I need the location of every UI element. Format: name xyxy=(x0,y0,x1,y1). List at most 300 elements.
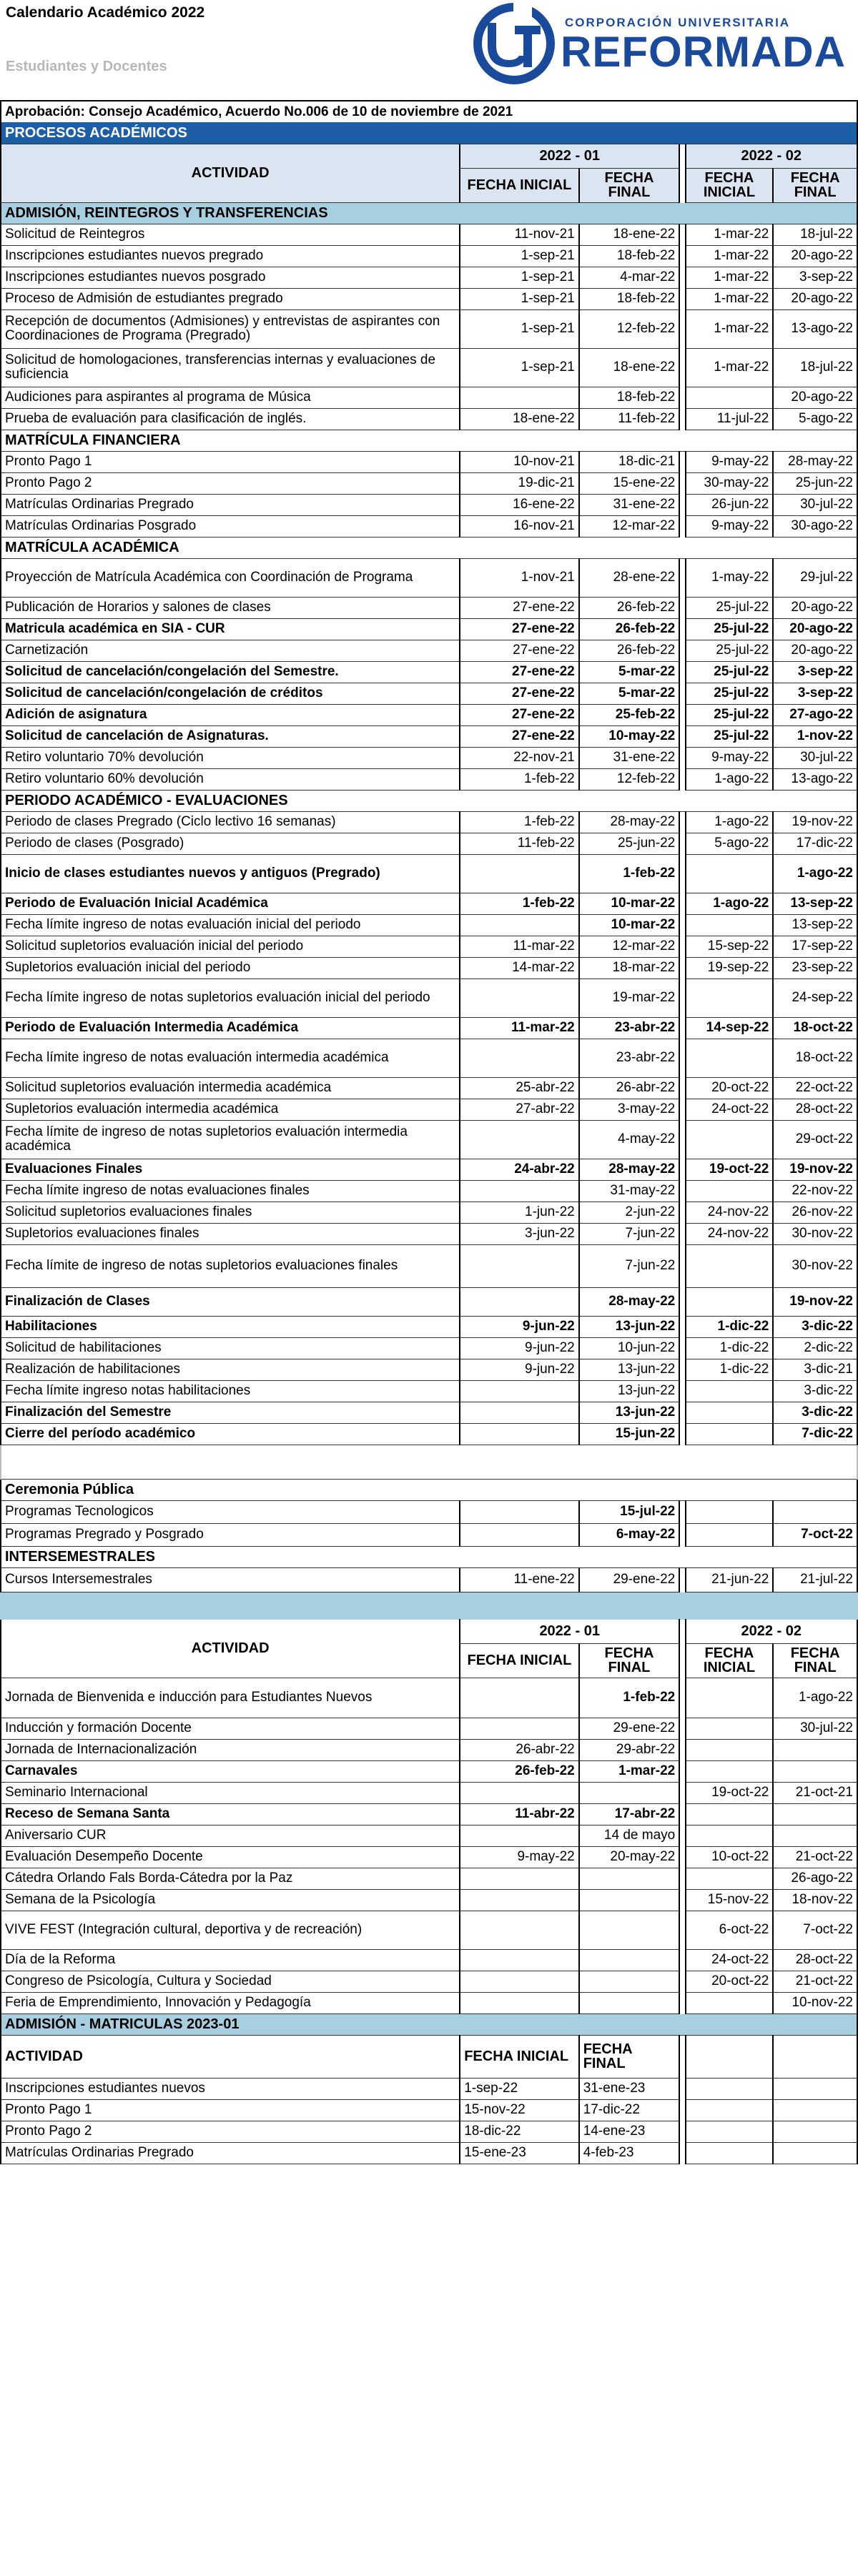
end-date-2022-01: 4-mar-22 xyxy=(579,267,680,288)
start-date-2022-02 xyxy=(686,854,774,893)
column-gap xyxy=(679,1760,685,1782)
end-date-2022-02: 20-ago-22 xyxy=(773,245,857,267)
academic-calendar-table xyxy=(0,100,858,2164)
column-gap xyxy=(679,725,685,747)
start-date-2022-02 xyxy=(686,914,774,936)
end-date-2022-02: 21-oct-21 xyxy=(773,1782,857,1803)
activity-cell: Programas Pregrado y Posgrado xyxy=(1,1523,460,1546)
start-date-header: FECHA INICIAL xyxy=(460,2035,579,2078)
start-date-2022-01 xyxy=(460,1889,579,1911)
table-row xyxy=(1,957,857,979)
activity-cell: Fecha límite ingreso de notas evaluación intermedia académica xyxy=(1,1039,460,1077)
start-date-2022-01: 9-jun-22 xyxy=(460,1337,579,1359)
end-date-2022-01: 1-mar-22 xyxy=(579,1760,680,1782)
column-gap xyxy=(679,1739,685,1760)
start-date-2022-02: 21-jun-22 xyxy=(686,1567,774,1592)
start-date-2022-02 xyxy=(686,1678,774,1718)
empty-cell xyxy=(686,2099,774,2121)
start-date-2022-01 xyxy=(460,1868,579,1889)
end-date-2022-02: 3-sep-22 xyxy=(773,661,857,683)
end-date-2022-02: 21-oct-22 xyxy=(773,1846,857,1868)
start-date-header: FECHA INICIAL xyxy=(686,1643,774,1678)
end-date-2022-02: 20-ago-22 xyxy=(773,387,857,408)
activity-cell: Supletorios evaluación intermedia académica xyxy=(1,1099,460,1120)
table-row xyxy=(1,833,857,854)
start-date-2022-01: 11-feb-22 xyxy=(460,833,579,854)
section-title xyxy=(1,537,857,558)
table-row xyxy=(1,2078,857,2099)
section-title xyxy=(1,790,857,811)
table-row xyxy=(1,893,857,914)
start-date-2022-01: 1-sep-21 xyxy=(460,309,579,348)
start-date-2022-01: 9-jun-22 xyxy=(460,1359,579,1380)
start-date-2022-01 xyxy=(460,1500,579,1523)
empty-cell xyxy=(773,2142,857,2164)
end-date-2022-01: 13-jun-22 xyxy=(579,1402,680,1423)
start-date-2022-01: 10-nov-21 xyxy=(460,451,579,472)
intersemestrales-title-label: INTERSEMESTRALES xyxy=(1,1546,857,1567)
activity-cell: Solicitud de habilitaciones xyxy=(1,1337,460,1359)
end-date-2022-01: 26-feb-22 xyxy=(579,618,680,640)
column-gap xyxy=(679,1971,685,1992)
column-gap xyxy=(679,1911,685,1949)
table-row xyxy=(1,1889,857,1911)
column-gap xyxy=(679,914,685,936)
table-row xyxy=(1,1099,857,1120)
start-date-2022-02: 1-ago-22 xyxy=(686,811,774,833)
column-gap xyxy=(679,2121,685,2142)
activity-cell: Proyección de Matrícula Académica con Coordinación de Programa xyxy=(1,558,460,597)
table-row xyxy=(1,1911,857,1949)
admision-2023-title-label: ADMISIÓN - MATRICULAS 2023-01 xyxy=(1,2013,857,2035)
end-date-2022-02: 3-sep-22 xyxy=(773,267,857,288)
period-2022-02-header: 2022 - 02 xyxy=(686,1619,857,1643)
end-date-2022-01: 31-ene-22 xyxy=(579,747,680,768)
end-date-2022-02: 19-nov-22 xyxy=(773,1159,857,1180)
table-row xyxy=(1,979,857,1017)
activity-cell: Fecha límite ingreso de notas supletorios evaluación inicial del periodo xyxy=(1,979,460,1017)
document-subtitle: Estudiantes y Docentes xyxy=(6,59,167,74)
start-date-2022-01 xyxy=(460,1718,579,1739)
activity-column-header: ACTIVIDAD xyxy=(1,144,460,202)
end-date-2022-01: 29-ene-22 xyxy=(579,1718,680,1739)
start-date-2022-01: 26-feb-22 xyxy=(460,1760,579,1782)
table-row xyxy=(1,408,857,430)
end-date-2022-01: 15-jun-22 xyxy=(579,1423,680,1445)
end-date-2022-01: 23-abr-22 xyxy=(579,1017,680,1039)
end-date-2022-02: 30-jul-22 xyxy=(773,1718,857,1739)
document-title: Calendario Académico 2022 xyxy=(6,4,205,21)
end-date-2022-01: 29-ene-22 xyxy=(579,1567,680,1592)
start-date-2022-01 xyxy=(460,1949,579,1971)
column-gap xyxy=(679,2078,685,2099)
end-date-header: FECHA FINAL xyxy=(579,168,680,202)
end-date-2022-01: 18-feb-22 xyxy=(579,387,680,408)
table-row xyxy=(1,245,857,267)
column-gap xyxy=(679,1223,685,1244)
table-row xyxy=(1,2142,857,2164)
column-gap xyxy=(679,408,685,430)
end-date-2023-01: 17-dic-22 xyxy=(579,2099,680,2121)
start-date-2022-01: 11-nov-21 xyxy=(460,224,579,245)
end-date-2022-01: 7-jun-22 xyxy=(579,1244,680,1287)
empty-cell xyxy=(773,2099,857,2121)
ceremonia-title-label: Ceremonia Pública xyxy=(1,1479,857,1500)
start-date-2022-02: 1-may-22 xyxy=(686,558,774,597)
table-row xyxy=(1,309,857,348)
table-row xyxy=(1,811,857,833)
end-date-header: FECHA FINAL xyxy=(579,2035,680,2078)
start-date-2022-01: 27-ene-22 xyxy=(460,661,579,683)
end-date-2022-02: 5-ago-22 xyxy=(773,408,857,430)
start-date-2022-02: 25-jul-22 xyxy=(686,704,774,725)
column-gap xyxy=(679,1287,685,1316)
start-date-2022-02: 1-dic-22 xyxy=(686,1359,774,1380)
end-date-2022-02: 18-oct-22 xyxy=(773,1039,857,1077)
column-gap xyxy=(679,1316,685,1337)
divider-band xyxy=(1,1592,857,1619)
end-date-2022-02: 3-dic-22 xyxy=(773,1380,857,1402)
activity-cell: Periodo de Evaluación Inicial Académica xyxy=(1,893,460,914)
start-date-2022-01: 3-jun-22 xyxy=(460,1223,579,1244)
activity-column-header: ACTIVIDAD xyxy=(1,1619,460,1678)
activity-cell: Evaluación Desempeño Docente xyxy=(1,1846,460,1868)
activity-cell: Inicio de clases estudiantes nuevos y antiguos (Pregrado) xyxy=(1,854,460,893)
table-row xyxy=(1,725,857,747)
activity-cell: Realización de habilitaciones xyxy=(1,1359,460,1380)
start-date-2022-01 xyxy=(460,1678,579,1718)
start-date-2022-02 xyxy=(686,1380,774,1402)
column-gap xyxy=(679,1017,685,1039)
end-date-2022-02: 30-jul-22 xyxy=(773,747,857,768)
column-gap xyxy=(679,451,685,472)
table-row xyxy=(1,1202,857,1223)
end-date-2022-02: 18-nov-22 xyxy=(773,1889,857,1911)
start-date-2022-01 xyxy=(460,1523,579,1546)
table-row xyxy=(1,1039,857,1077)
column-gap xyxy=(679,893,685,914)
activity-cell: Carnetización xyxy=(1,640,460,661)
column-gap xyxy=(679,1180,685,1202)
end-date-2023-01: 4-feb-23 xyxy=(579,2142,680,2164)
table-row xyxy=(1,1287,857,1316)
end-date-2022-01: 28-may-22 xyxy=(579,1159,680,1180)
activity-cell: Seminario Internacional xyxy=(1,1782,460,1803)
end-date-2023-01: 31-ene-23 xyxy=(579,2078,680,2099)
end-date-2022-01: 14 de mayo xyxy=(579,1825,680,1846)
activity-cell: Matricula académica en SIA - CUR xyxy=(1,618,460,640)
table-row xyxy=(1,1402,857,1423)
start-date-2022-02: 19-oct-22 xyxy=(686,1782,774,1803)
activity-cell: Programas Tecnologicos xyxy=(1,1500,460,1523)
activity-cell: Pronto Pago 2 xyxy=(1,472,460,494)
start-date-2022-02 xyxy=(686,1825,774,1846)
end-date-2022-01: 18-feb-22 xyxy=(579,245,680,267)
start-date-2022-02: 9-may-22 xyxy=(686,747,774,768)
column-gap xyxy=(679,348,685,387)
end-date-2022-02: 28-oct-22 xyxy=(773,1099,857,1120)
table-row xyxy=(1,1718,857,1739)
start-date-2022-02 xyxy=(686,387,774,408)
start-date-2022-02: 1-mar-22 xyxy=(686,348,774,387)
start-date-2022-01: 1-feb-22 xyxy=(460,811,579,833)
section-title-label: MATRÍCULA FINANCIERA xyxy=(1,430,857,451)
start-date-2022-01 xyxy=(460,1380,579,1402)
column-gap xyxy=(679,704,685,725)
activity-cell: Solicitud de Reintegros xyxy=(1,224,460,245)
activity-cell: Proceso de Admisión de estudiantes pregrado xyxy=(1,288,460,309)
end-date-2022-02: 20-ago-22 xyxy=(773,640,857,661)
start-date-2023-01: 1-sep-22 xyxy=(460,2078,579,2099)
table-row xyxy=(1,661,857,683)
start-date-2022-02: 1-ago-22 xyxy=(686,768,774,790)
table-row xyxy=(1,1077,857,1099)
end-date-2022-02: 29-jul-22 xyxy=(773,558,857,597)
column-gap xyxy=(679,1099,685,1120)
end-date-2022-01: 13-jun-22 xyxy=(579,1316,680,1337)
section-title xyxy=(1,202,857,224)
column-gap xyxy=(679,494,685,515)
column-gap xyxy=(679,2099,685,2121)
column-gap xyxy=(679,854,685,893)
end-date-2022-01: 26-feb-22 xyxy=(579,597,680,618)
activity-cell: Periodo de Evaluación Intermedia Académica xyxy=(1,1017,460,1039)
end-date-2022-01: 15-jul-22 xyxy=(579,1500,680,1523)
start-date-2022-02: 20-oct-22 xyxy=(686,1077,774,1099)
end-date-2022-02: 28-may-22 xyxy=(773,451,857,472)
end-date-2022-02: 13-sep-22 xyxy=(773,914,857,936)
table-row xyxy=(1,1825,857,1846)
end-date-2022-01: 26-feb-22 xyxy=(579,640,680,661)
start-date-2022-01: 1-jun-22 xyxy=(460,1202,579,1223)
end-date-header: FECHA FINAL xyxy=(773,1643,857,1678)
table-row xyxy=(1,914,857,936)
activity-cell: Receso de Semana Santa xyxy=(1,1803,460,1825)
activity-cell: Finalización del Semestre xyxy=(1,1402,460,1423)
end-date-2022-01: 7-jun-22 xyxy=(579,1223,680,1244)
table-row xyxy=(1,558,857,597)
start-date-2022-02: 1-mar-22 xyxy=(686,267,774,288)
column-gap xyxy=(679,640,685,661)
activity-cell: Matrículas Ordinarias Pregrado xyxy=(1,2142,460,2164)
end-date-2022-02: 3-dic-22 xyxy=(773,1402,857,1423)
start-date-2022-01 xyxy=(460,1180,579,1202)
end-date-2022-02: 30-nov-22 xyxy=(773,1244,857,1287)
activity-cell: Finalización de Clases xyxy=(1,1287,460,1316)
start-date-2022-02 xyxy=(686,1039,774,1077)
column-gap xyxy=(679,768,685,790)
table-row xyxy=(1,768,857,790)
table-row xyxy=(1,1949,857,1971)
start-date-2022-01: 27-abr-22 xyxy=(460,1099,579,1120)
end-date-2022-01 xyxy=(579,1868,680,1889)
end-date-2022-01 xyxy=(579,1911,680,1949)
end-date-2022-01: 5-mar-22 xyxy=(579,683,680,704)
table-row xyxy=(1,936,857,957)
activity-cell: Supletorios evaluación inicial del periodo xyxy=(1,957,460,979)
column-gap xyxy=(679,683,685,704)
column-gap xyxy=(679,1120,685,1159)
table-row xyxy=(1,1523,857,1546)
empty-cell xyxy=(686,2035,774,2078)
table-row xyxy=(1,1500,857,1523)
column-gap xyxy=(679,661,685,683)
start-date-2022-01: 27-ene-22 xyxy=(460,640,579,661)
column-gap xyxy=(679,1402,685,1423)
end-date-2022-01: 17-abr-22 xyxy=(579,1803,680,1825)
end-date-2022-02: 30-nov-22 xyxy=(773,1223,857,1244)
start-date-2022-01 xyxy=(460,1423,579,1445)
activity-cell: Día de la Reforma xyxy=(1,1949,460,1971)
end-date-2022-02: 26-ago-22 xyxy=(773,1868,857,1889)
column-gap xyxy=(679,1949,685,1971)
start-date-2022-01 xyxy=(460,1825,579,1846)
end-date-2022-01: 20-may-22 xyxy=(579,1846,680,1868)
end-date-2022-01: 5-mar-22 xyxy=(579,661,680,683)
section-title-label: PERIODO ACADÉMICO - EVALUACIONES xyxy=(1,790,857,811)
column-gap xyxy=(679,1244,685,1287)
end-date-2022-02: 7-dic-22 xyxy=(773,1423,857,1445)
activity-cell: Cursos Intersemestrales xyxy=(1,1567,460,1592)
end-date-2022-01: 11-feb-22 xyxy=(579,408,680,430)
approval-row xyxy=(1,101,857,122)
column-gap xyxy=(679,1500,685,1523)
table-row xyxy=(1,704,857,725)
activity-cell: Jornada de Bienvenida e inducción para Estudiantes Nuevos xyxy=(1,1678,460,1718)
column-gap xyxy=(679,1718,685,1739)
activity-cell: Feria de Emprendimiento, Innovación y Pedagogía xyxy=(1,1992,460,2013)
end-date-2022-02: 22-oct-22 xyxy=(773,1077,857,1099)
column-gap xyxy=(679,597,685,618)
table-row xyxy=(1,854,857,893)
activity-cell: Evaluaciones Finales xyxy=(1,1159,460,1180)
start-date-2022-02 xyxy=(686,1287,774,1316)
start-date-2022-01 xyxy=(460,1992,579,2013)
end-date-2022-02: 24-sep-22 xyxy=(773,979,857,1017)
end-date-2022-01: 13-jun-22 xyxy=(579,1359,680,1380)
column-gap xyxy=(679,309,685,348)
column-gap xyxy=(679,168,685,202)
table-row xyxy=(1,267,857,288)
end-date-2022-02: 7-oct-22 xyxy=(773,1523,857,1546)
activity-cell: Periodo de clases Pregrado (Ciclo lectivo 16 semanas) xyxy=(1,811,460,833)
end-date-2022-01: 12-mar-22 xyxy=(579,936,680,957)
processes-band-label: PROCESOS ACADÉMICOS xyxy=(1,122,857,144)
start-date-2022-01: 1-nov-21 xyxy=(460,558,579,597)
end-date-2022-02: 3-dic-22 xyxy=(773,1316,857,1337)
end-date-2022-02: 18-jul-22 xyxy=(773,348,857,387)
end-date-2022-02: 20-ago-22 xyxy=(773,597,857,618)
end-date-2022-02: 28-oct-22 xyxy=(773,1949,857,1971)
end-date-2022-02: 19-nov-22 xyxy=(773,811,857,833)
end-date-2022-01: 3-may-22 xyxy=(579,1099,680,1120)
empty-cell xyxy=(686,2078,774,2099)
activity-cell: Matrículas Ordinarias Pregrado xyxy=(1,494,460,515)
start-date-2022-02: 1-mar-22 xyxy=(686,309,774,348)
start-date-2022-02 xyxy=(686,1500,774,1523)
end-date-2022-01: 29-abr-22 xyxy=(579,1739,680,1760)
start-date-2022-02 xyxy=(686,1244,774,1287)
end-date-2022-02: 3-dic-21 xyxy=(773,1359,857,1380)
column-gap xyxy=(679,224,685,245)
end-date-2022-02: 17-sep-22 xyxy=(773,936,857,957)
end-date-2022-02: 13-sep-22 xyxy=(773,893,857,914)
start-date-2022-02: 6-oct-22 xyxy=(686,1911,774,1949)
start-date-2022-01: 25-abr-22 xyxy=(460,1077,579,1099)
end-date-2022-02: 19-nov-22 xyxy=(773,1287,857,1316)
period-2022-01-header: 2022 - 01 xyxy=(460,1619,679,1643)
activity-cell: Solicitud de cancelación/congelación de créditos xyxy=(1,683,460,704)
end-date-2022-02: 13-ago-22 xyxy=(773,768,857,790)
table-row xyxy=(1,1244,857,1287)
start-date-2022-02: 5-ago-22 xyxy=(686,833,774,854)
end-date-2022-02: 22-nov-22 xyxy=(773,1180,857,1202)
end-date-2022-01 xyxy=(579,1889,680,1911)
table-row xyxy=(1,1971,857,1992)
start-date-2022-01: 9-may-22 xyxy=(460,1846,579,1868)
activity-cell: Retiro voluntario 70% devolución xyxy=(1,747,460,768)
column-gap xyxy=(679,288,685,309)
table-row xyxy=(1,1846,857,1868)
table-row xyxy=(1,1868,857,1889)
start-date-2023-01: 18-dic-22 xyxy=(460,2121,579,2142)
start-date-2022-01: 11-mar-22 xyxy=(460,936,579,957)
end-date-2022-02: 20-ago-22 xyxy=(773,618,857,640)
column-gap xyxy=(679,1825,685,1846)
start-date-2022-01: 27-ene-22 xyxy=(460,704,579,725)
start-date-2022-02: 9-may-22 xyxy=(686,515,774,537)
column-gap xyxy=(679,1159,685,1180)
start-date-2022-02 xyxy=(686,1523,774,1546)
end-date-2022-02: 30-jul-22 xyxy=(773,494,857,515)
end-date-2022-01: 10-mar-22 xyxy=(579,893,680,914)
start-date-2022-02: 24-oct-22 xyxy=(686,1949,774,1971)
empty-cell xyxy=(773,2078,857,2099)
column-gap xyxy=(679,1643,685,1678)
start-date-2022-02: 26-jun-22 xyxy=(686,494,774,515)
column-gap xyxy=(679,1202,685,1223)
end-date-2022-01 xyxy=(579,1992,680,2013)
table-row xyxy=(1,1120,857,1159)
start-date-2022-02 xyxy=(686,1803,774,1825)
activity-cell: Prueba de evaluación para clasificación de inglés. xyxy=(1,408,460,430)
start-date-2022-01: 1-sep-21 xyxy=(460,288,579,309)
activity-cell: Habilitaciones xyxy=(1,1316,460,1337)
column-gap xyxy=(679,936,685,957)
start-date-2022-01: 18-ene-22 xyxy=(460,408,579,430)
end-date-2022-02: 29-oct-22 xyxy=(773,1120,857,1159)
activity-cell: Inducción y formación Docente xyxy=(1,1718,460,1739)
end-date-2022-01: 2-jun-22 xyxy=(579,1202,680,1223)
divider-cell xyxy=(1,1592,857,1619)
column-gap xyxy=(679,2142,685,2164)
start-date-2022-02: 19-sep-22 xyxy=(686,957,774,979)
activity-cell: Carnavales xyxy=(1,1760,460,1782)
column-gap xyxy=(679,1782,685,1803)
table-row xyxy=(1,2121,857,2142)
column-gap xyxy=(679,1359,685,1380)
start-date-2023-01: 15-nov-22 xyxy=(460,2099,579,2121)
page-header xyxy=(0,0,858,100)
column-gap xyxy=(679,245,685,267)
start-date-2022-02: 15-nov-22 xyxy=(686,1889,774,1911)
activity-cell: Periodo de clases (Posgrado) xyxy=(1,833,460,854)
activity-cell: Pronto Pago 1 xyxy=(1,2099,460,2121)
column-gap xyxy=(679,957,685,979)
table-row xyxy=(1,1803,857,1825)
start-date-2022-02: 1-dic-22 xyxy=(686,1337,774,1359)
start-date-2022-02 xyxy=(686,1402,774,1423)
